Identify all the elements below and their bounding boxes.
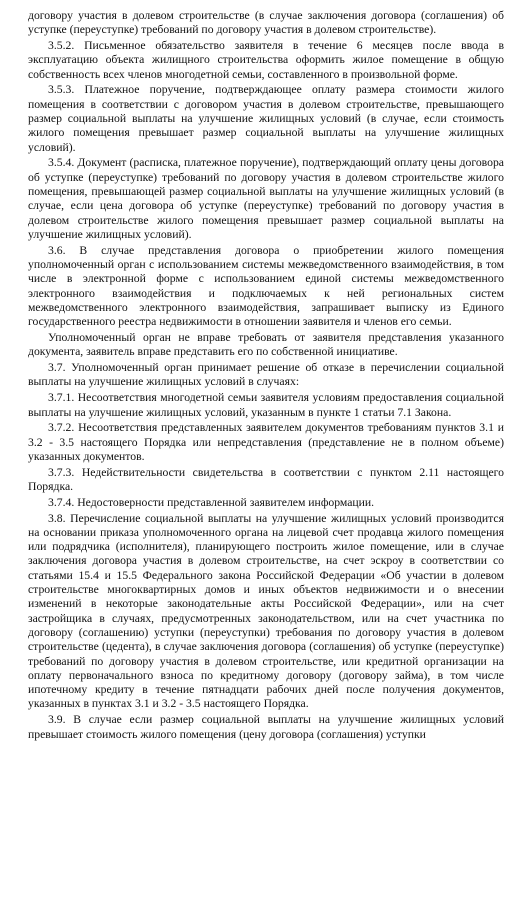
paragraph-3-6: 3.6. В случае представления договора о приобретении жилого помещения уполномоченный орган с использованием системы межведомственного взаимодействия, в том числе в электронной форме с использованием единой системы межведомственного электронного взаимодействия и подключаемых к ней региональных систем межведомственного электронного взаимодействия, запрашивает выписку из Единого государственного реестра недвижимости в отношении заявителя и членов его семьи.: [28, 243, 504, 329]
paragraph-3-5-2: 3.5.2. Письменное обязательство заявителя в течение 6 месяцев после ввода в эксплуатацию объекта жилищного строительства оформить жилое помещение в общую собственность всех членов многодетной семьи, составленного в произвольной форме.: [28, 39, 504, 81]
paragraph-3-7-2: 3.7.2. Несоответствия представленных заявителем документов требованиям пунктов 3.1 и 3.2 - 3.5 настоящего Порядка или непредставления (представление не в полном объеме) указанных документов.: [28, 421, 504, 463]
paragraph-3-7-3: 3.7.3. Недействительности свидетельства в соответствии с пунктом 2.11 настоящего Порядка.: [28, 465, 504, 493]
paragraph-3-7-1: 3.7.1. Несоответствия многодетной семьи заявителя условиям предоставления социальной выплаты на улучшение жилищных условий, указанным в пункте 1 статьи 7.1 Закона.: [28, 391, 504, 419]
paragraph-3-5-4: 3.5.4. Документ (расписка, платежное поручение), подтверждающий оплату цены договора об уступке (переуступке) требований по договору участия в долевом строительстве жилого помещения, превышающей размер социальной выплаты на улучшение жилищных условий (в случае, если цена договора об уступке (переуступке) требований по договору участия в долевом строительстве жилого помещения превышает размер социальной выплаты на улучшение жилищных условий).: [28, 156, 504, 241]
document-page: [28, 9, 504, 743]
paragraph-3-7-4: 3.7.4. Недостоверности представленной заявителем информации.: [48, 495, 375, 509]
paragraph-3-5-1-continuation: договору участия в долевом строительстве (в случае заключения договора (соглашения) об уступке (переуступке) требований по договору участия в долевом строительстве).: [28, 9, 504, 37]
paragraph-3-5-3: 3.5.3. Платежное поручение, подтверждающее оплату размера стоимости жилого помещения в соответствии с договором участия в долевом строительстве, превышающего размер социальной выплаты на улучшение жилищных условий (в случае, если стоимость жилого помещения превышает размер социальной выплаты на улучшение жилищных условий).: [28, 83, 504, 154]
paragraph-3-8: 3.8. Перечисление социальной выплаты на улучшение жилищных условий производится на основании приказа уполномоченного органа на лицевой счет продавца жилого помещения или подрядчика (исполнителя), планирующего построить жилое помещение, или в случае заключения договора участия в долевом строительстве, на счет эскроу в соответствии со статьями 15.4 и 15.5 Федерального закона Российской Федерации «Об участии в долевом строительстве многоквартирных домов и иных объектов недвижимости и о внесении изменений в некоторые законодательные акты Российской Федерации», или на счет застройщика в случаях, предусмотренных законодательством, или на счет участника по договору (соглашению) уступки (переуступки) требования по договору участия в долевом строительстве (цедента), в случае заключения договора (соглашения) об уступке (переуступке) требований по договору участия в долевом строительстве, или кредитной организации на оплату первоначального взноса по кредитному договору (договору займа), в том числе ипотечному кредиту в течение пятнадцати рабочих дней после получения документов, указанных в пунктах 3.1 и 3.2 - 3.5 настоящего Порядка.: [28, 511, 504, 711]
paragraph-3-7: 3.7. Уполномоченный орган принимает решение об отказе в перечислении социальной выплаты на улучшение жилищных условий в случаях:: [28, 361, 504, 389]
paragraph-3-9: 3.9. В случае если размер социальной выплаты на улучшение жилищных условий превышает стоимость жилого помещения (цену договора (соглашения) уступки: [28, 713, 504, 741]
paragraph-3-6-note: Уполномоченный орган не вправе требовать от заявителя представления указанного документа, заявитель вправе представить его по собственной инициативе.: [28, 331, 504, 359]
